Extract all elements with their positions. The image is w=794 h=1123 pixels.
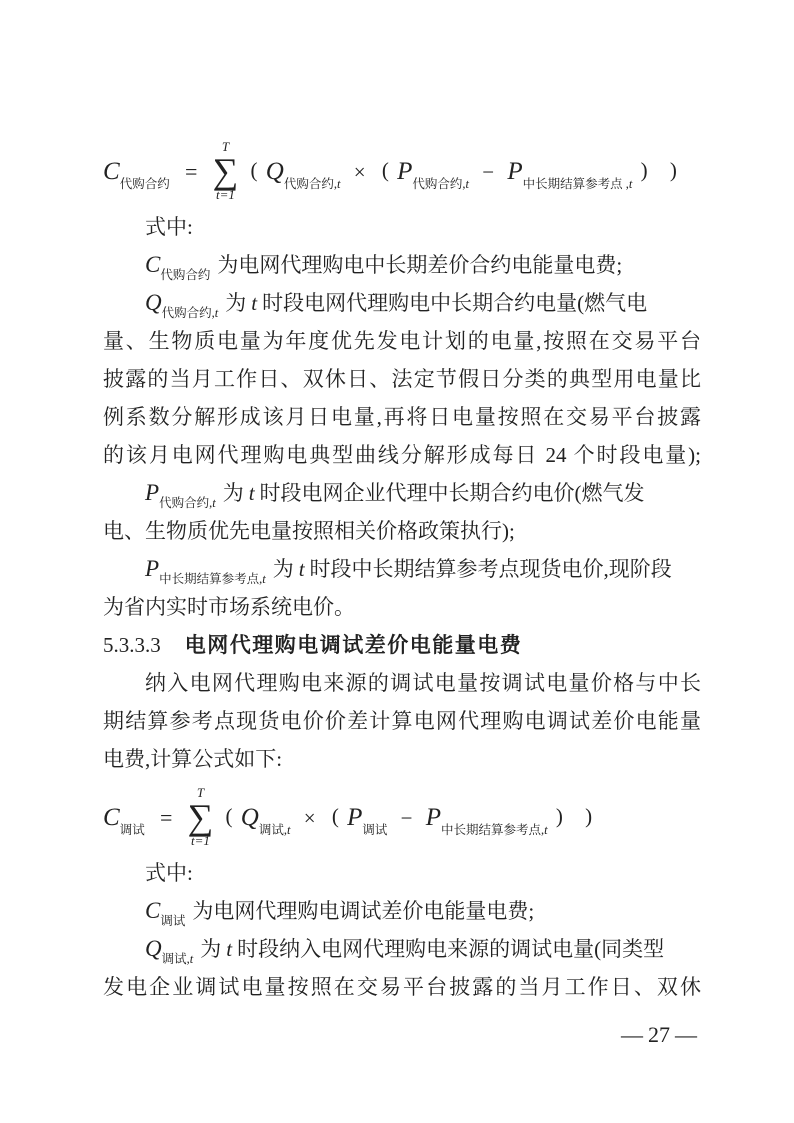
- equals-sign: =: [184, 159, 198, 184]
- definition-text: 时段电网企业代理中长期合约电价(燃气发: [259, 481, 645, 505]
- open-paren: (: [331, 804, 339, 828]
- formula2-p1-symbol: P: [347, 804, 363, 831]
- var-p: P: [145, 480, 160, 505]
- formula2-q-subscript: [259, 823, 291, 837]
- page-footer: [621, 1022, 697, 1048]
- close-paren: ): [585, 804, 593, 828]
- intro-line-1: 纳入电网代理购电来源的调试电量按调试电量价格与中长: [145, 671, 701, 695]
- definition-q-contract-line-3: 披露的当月工作日、双休日、法定节假日分类的典型用电量比: [103, 367, 701, 391]
- subscript-text: 代购合约,: [283, 177, 337, 191]
- sigma-glyph: ∑: [212, 151, 239, 192]
- definition-text: 为: [222, 481, 244, 505]
- definition-text: 为: [200, 937, 222, 961]
- formula1-q-term: [265, 158, 341, 191]
- subscript-t: t: [544, 823, 548, 837]
- definition-text: 时段电网代理购电中长期合约电量(燃气电: [262, 291, 648, 315]
- intro-line-2: 期结算参考点现货电价价差计算电网代理购电调试差价电能量: [103, 709, 701, 733]
- subscript-t: t: [212, 496, 216, 510]
- definition-q-contract-line-4: 例系数分解形成该月日电量,再将日电量按照在交易平台披露: [103, 405, 701, 429]
- definition-c-contract: [103, 246, 701, 284]
- sum-lower-limit: t=1: [191, 833, 210, 849]
- minus-sign: −: [400, 806, 413, 830]
- formula-commissioning-fee: [103, 778, 701, 854]
- formula1-p1-subscript: [412, 177, 469, 191]
- definition-text: 为电网代理购电中长期差价合约电能量电费;: [217, 253, 623, 277]
- page-content: [103, 132, 701, 1006]
- footer-dash-left: —: [621, 1022, 643, 1047]
- formula1-lhs: [103, 158, 170, 191]
- formula2-p2-subscript: [441, 823, 548, 837]
- var-c: C: [145, 252, 161, 277]
- summation-symbol: [213, 140, 239, 203]
- formula2-p1-subscript: 调试: [362, 823, 388, 837]
- multiplication-sign: ×: [353, 160, 366, 184]
- formula2-lhs-symbol: C: [103, 804, 120, 831]
- minus-sign: −: [482, 160, 495, 184]
- formula1-p2-term: [507, 158, 633, 191]
- open-paren: (: [225, 804, 233, 828]
- var-t: t: [298, 557, 305, 581]
- intro-line-3: 电费,计算公式如下:: [103, 747, 283, 771]
- formula2-lhs-subscript: 调试: [119, 823, 145, 837]
- subscript-text: 中长期结算参考点 ,: [522, 177, 629, 191]
- definition-p-contract-line-2: 电、生物质优先电量按照相关价格政策执行);: [103, 519, 515, 543]
- subscript-text: 代购合约,: [161, 306, 215, 320]
- where-label-2: 式中:: [145, 861, 193, 885]
- var-c-subscript: 代购合约: [160, 268, 211, 282]
- subscript-text: 代购合约,: [159, 496, 213, 510]
- summation-symbol: [188, 786, 214, 849]
- definition-p-reference-line-2: 为省内实时市场系统电价。: [103, 595, 355, 619]
- definition-p-reference-line-1: [103, 550, 701, 588]
- equals-sign: =: [159, 805, 173, 830]
- close-paren: ): [640, 158, 648, 182]
- var-p: P: [145, 556, 160, 581]
- subscript-text: 调试,: [258, 823, 287, 837]
- formula1-lhs-symbol: C: [103, 158, 120, 185]
- open-paren: (: [381, 158, 389, 182]
- definition-c-commissioning: [103, 892, 701, 930]
- where-label-1: 式中:: [145, 215, 193, 239]
- formula2-lhs: [103, 804, 145, 837]
- formula1-lhs-subscript: 代购合约: [119, 177, 170, 191]
- formula2-p2-symbol: P: [425, 804, 441, 831]
- subscript-text: 中长期结算参考点,: [441, 823, 545, 837]
- sum-upper-limit: T: [221, 138, 230, 154]
- formula1-p1-symbol: P: [397, 158, 413, 185]
- var-t: t: [251, 291, 258, 315]
- subscript-text: 调试,: [161, 952, 190, 966]
- section-number: 5.3.3.3: [103, 633, 161, 657]
- subscript-text: 中长期结算参考点,: [159, 572, 263, 586]
- formula2-p1-term: [347, 804, 388, 837]
- section-title: 电网代理购电调试差价电能量电费: [184, 634, 523, 657]
- formula2-q-term: [240, 804, 291, 837]
- multiplication-sign: ×: [303, 806, 316, 830]
- subscript-t: t: [189, 952, 194, 966]
- subscript-t: t: [628, 177, 633, 191]
- formula1-q-subscript: [284, 177, 341, 191]
- definition-text: 为: [225, 291, 247, 315]
- sigma-glyph: ∑: [187, 797, 214, 838]
- definition-q-commissioning-line-2: 发电企业调试电量按照在交易平台披露的当月工作日、双休: [103, 975, 701, 999]
- subscript-text: 代购合约,: [412, 177, 466, 191]
- var-c: C: [145, 898, 161, 923]
- definition-q-contract-line-2: 量、生物质电量为年度优先发电计划的电量,按照在交易平台: [103, 329, 701, 353]
- sum-lower-limit: t=1: [216, 187, 235, 203]
- var-q-subscript: [162, 306, 219, 320]
- sum-upper-limit: T: [196, 784, 205, 800]
- formula2-q-symbol: Q: [240, 804, 259, 831]
- var-p-subscript: [159, 572, 266, 586]
- page-number: 27: [648, 1022, 670, 1047]
- definition-text: 时段纳入电网代理购电来源的调试电量(同类型: [237, 937, 665, 961]
- var-t: t: [226, 937, 233, 961]
- definition-text: 为电网代理购电调试差价电能量电费;: [192, 899, 535, 923]
- formula1-p2-subscript: [523, 177, 633, 191]
- subscript-t: t: [262, 572, 266, 586]
- subscript-t: t: [287, 823, 291, 837]
- var-q: Q: [145, 290, 162, 315]
- var-q-subscript: [162, 952, 194, 966]
- definition-p-contract-line-1: [103, 474, 701, 512]
- var-p-subscript: [159, 496, 216, 510]
- var-c-subscript: 调试: [160, 914, 186, 928]
- formula1-p1-term: [397, 158, 469, 191]
- formula1-p2-symbol: P: [507, 158, 523, 185]
- close-paren: ): [669, 158, 677, 182]
- var-t: t: [248, 481, 255, 505]
- subscript-t: t: [465, 177, 469, 191]
- section-heading: [103, 626, 701, 664]
- var-q: Q: [145, 936, 162, 961]
- definition-q-commissioning-line-1: [103, 930, 701, 968]
- definition-text: 为: [272, 557, 294, 581]
- close-paren: ): [555, 804, 563, 828]
- formula2-p2-term: [425, 804, 548, 837]
- definition-q-contract-line-1: [103, 284, 701, 322]
- subscript-t: t: [337, 177, 341, 191]
- footer-dash-right: —: [675, 1022, 697, 1047]
- formula1-q-symbol: Q: [265, 158, 284, 185]
- open-paren: (: [250, 158, 258, 182]
- definition-text: 时段中长期结算参考点现货电价,现阶段: [309, 557, 672, 581]
- subscript-t: t: [214, 306, 219, 320]
- definition-q-contract-line-5: 的该月电网代理购电典型曲线分解形成每日 24 个时段电量);: [103, 443, 701, 467]
- formula-contract-fee: [103, 132, 701, 208]
